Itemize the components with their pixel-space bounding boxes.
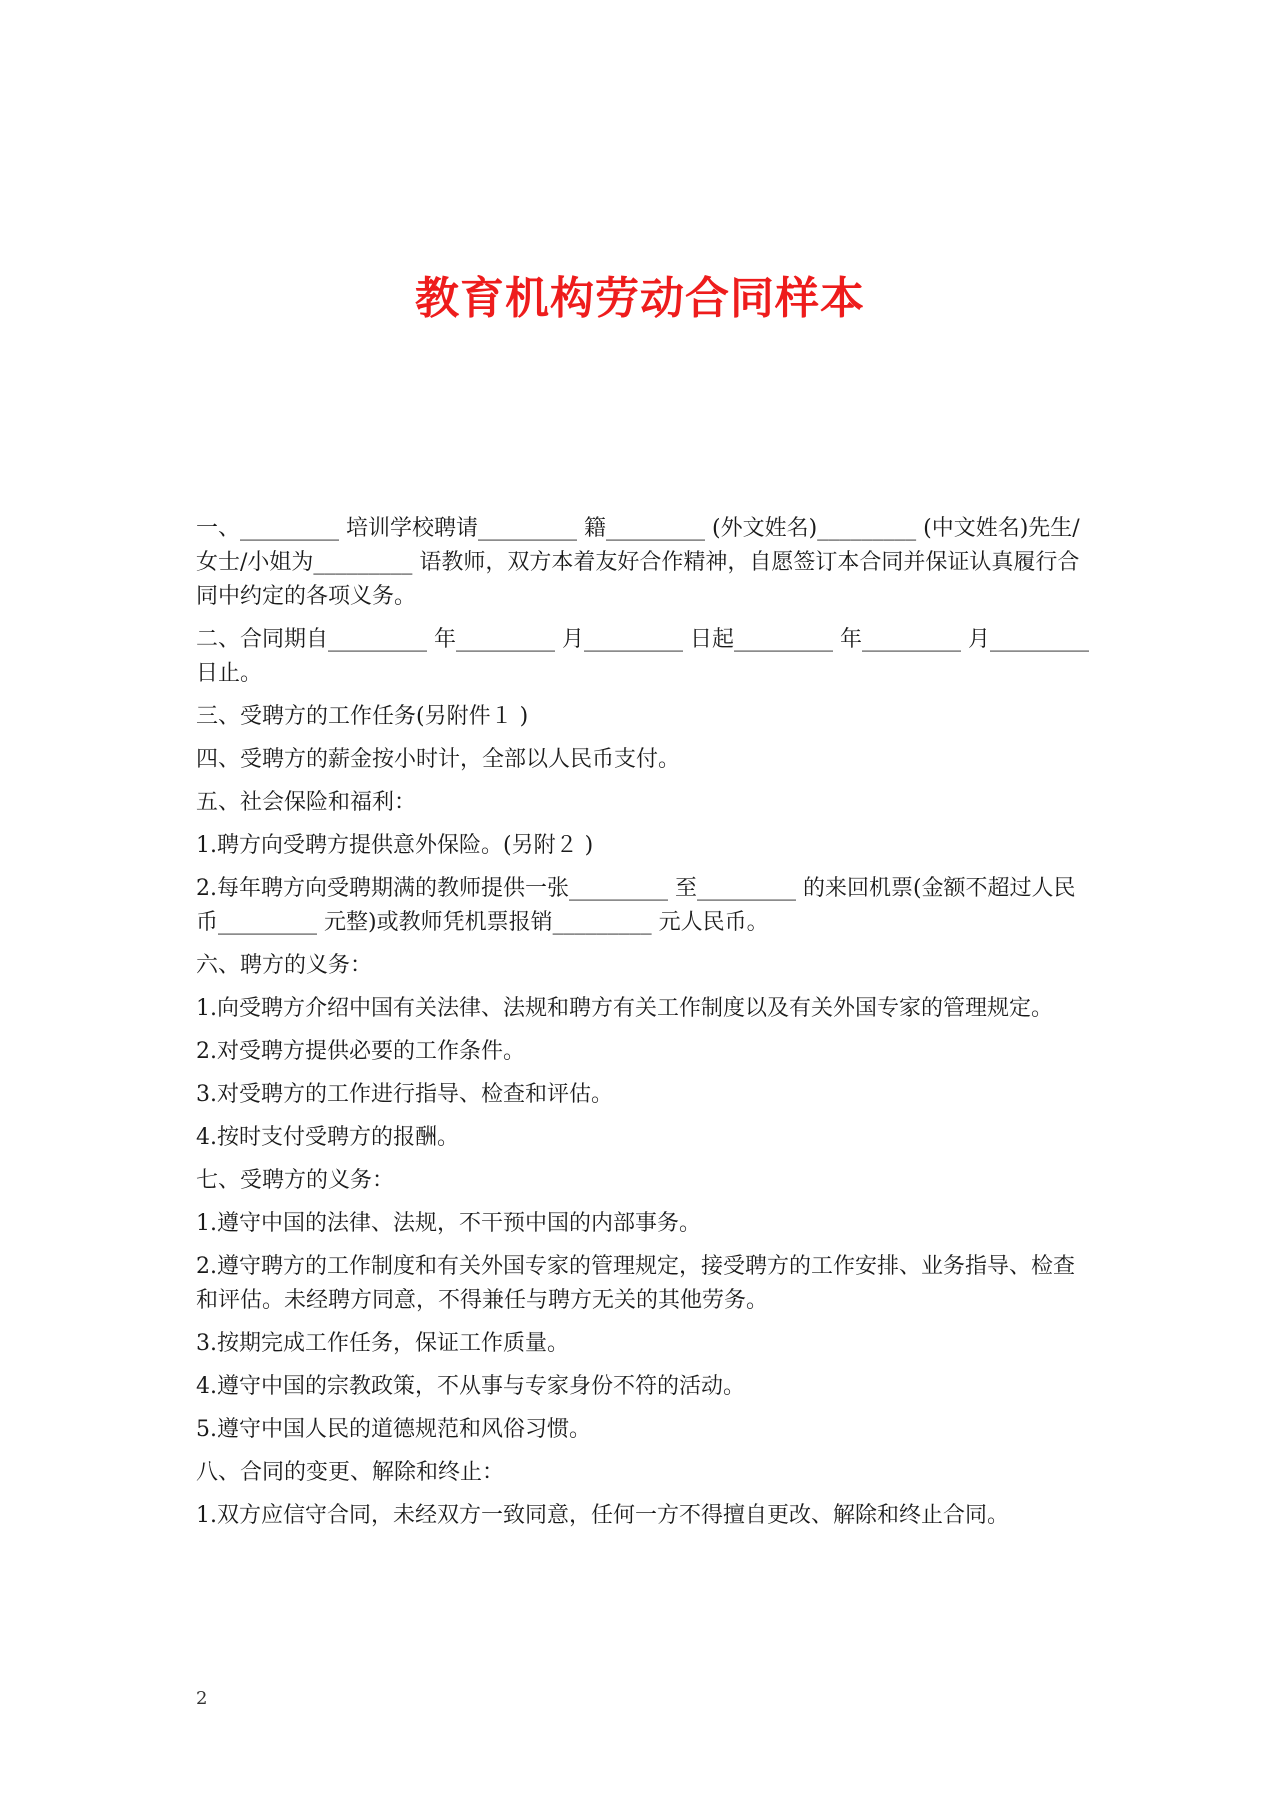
paragraph: 5.遵守中国人民的道德规范和风俗习惯。	[196, 1417, 591, 1442]
paragraph: 2.遵守聘方的工作制度和有关外国专家的管理规定，接受聘方的工作安排、业务指导、检查和评估。未经聘方同意，不得兼任与聘方无关的其他劳务。	[196, 1254, 1075, 1313]
paragraph: 2.对受聘方提供必要的工作条件。	[196, 1039, 525, 1064]
paragraph: 3.按期完成工作任务，保证工作质量。	[196, 1331, 569, 1356]
paragraph: 四、受聘方的薪金按小时计，全部以人民币支付。	[196, 747, 681, 772]
paragraph: 一、_________ 培训学校聘请_________ 籍_________ (外文姓名)_________ (中文姓名)先生/女士/小姐为_________ 语教师，双方本着友好合作精神，自愿签订本合同并保证认真履行合同中约定的各项义务。	[196, 516, 1080, 609]
paragraph: 1.遵守中国的法律、法规，不干预中国的内部事务。	[196, 1211, 701, 1236]
paragraph: 1.双方应信守合同，未经双方一致同意，任何一方不得擅自更改、解除和终止合同。	[196, 1503, 1009, 1528]
paragraph: 3.对受聘方的工作进行指导、检查和评估。	[196, 1082, 613, 1107]
paragraph: 1.聘方向受聘方提供意外保险。(另附２ )	[196, 833, 594, 858]
paragraph: 2.每年聘方向受聘期满的教师提供一张_________ 至_________ 的来回机票(金额不超过人民币_________ 元整)或教师凭机票报销_________ 元人民币。	[196, 876, 1076, 935]
contract-body	[196, 512, 1096, 1542]
paragraph: 二、合同期自_________ 年_________ 月_________ 日起_________ 年_________ 月_________ 日止。	[196, 627, 1089, 686]
page-number: 2	[196, 1688, 208, 1709]
paragraph: 八、合同的变更、解除和终止：	[196, 1460, 505, 1485]
paragraph: 4.按时支付受聘方的报酬。	[196, 1125, 459, 1150]
paragraph: 五、社会保险和福利：	[196, 790, 417, 815]
document-title: 教育机构劳动合同样本	[415, 273, 865, 324]
paragraph: 1.向受聘方介绍中国有关法律、法规和聘方有关工作制度以及有关外国专家的管理规定。	[196, 996, 1053, 1021]
paragraph: 七、受聘方的义务：	[196, 1168, 395, 1193]
paragraph: 4.遵守中国的宗教政策，不从事与专家身份不符的活动。	[196, 1374, 745, 1399]
paragraph: 六、聘方的义务：	[196, 953, 373, 978]
paragraph: 三、受聘方的工作任务(另附件１ )	[196, 704, 529, 729]
